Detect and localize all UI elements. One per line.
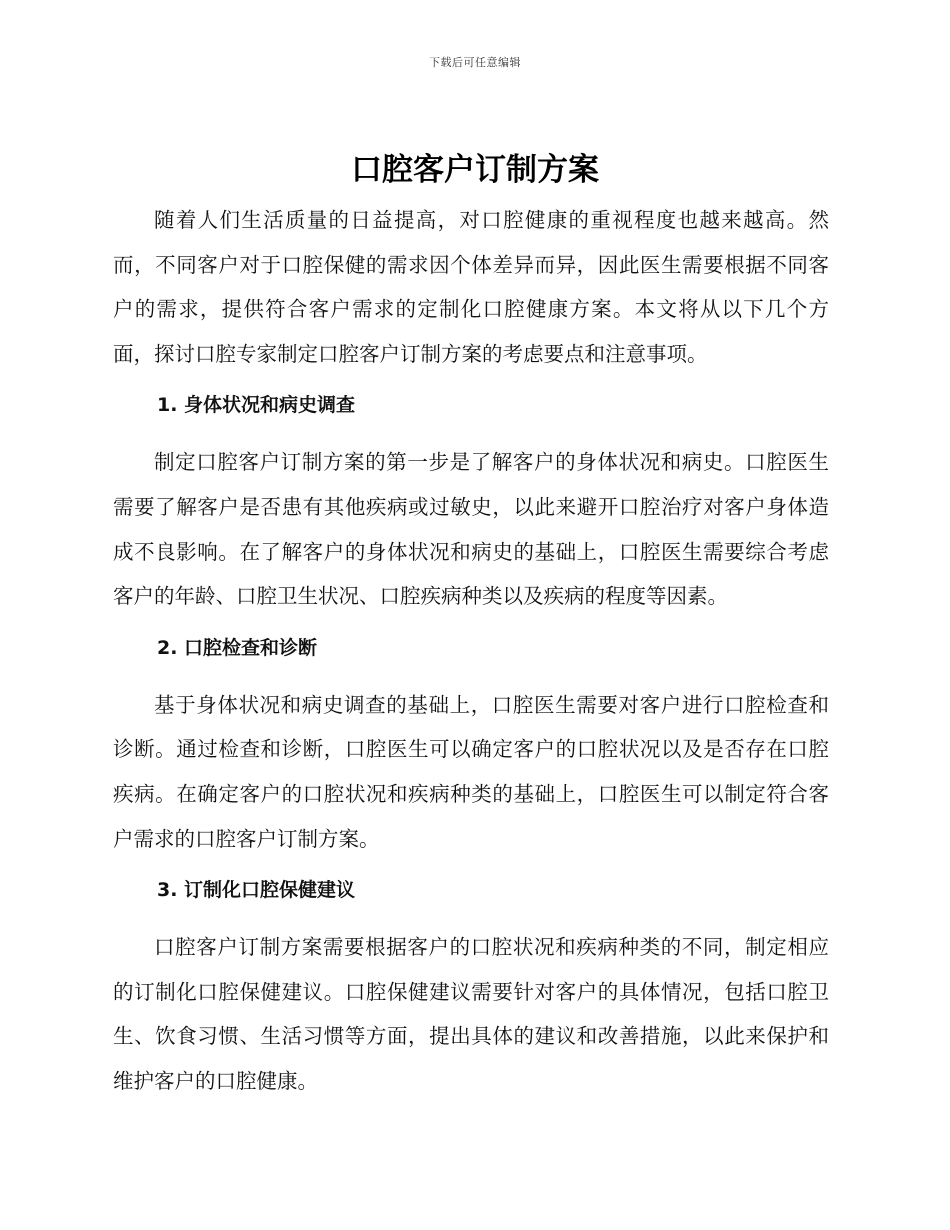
- header-note: 下载后可任意编辑: [429, 56, 521, 69]
- section-heading-1: 1. 身体状况和病史调查: [157, 394, 356, 417]
- section-paragraph-3: 口腔客户订制方案需要根据客户的口腔状况和疾病种类的不同，制定相应的订制化口腔保健建议。口腔保健建议需要针对客户的具体情况，包括口腔卫生、饮食习惯、生活习惯等方面，提出具体的建议和改善措施，以此来保护和维护客户的口腔健康。: [113, 935, 829, 1093]
- page-title: 口腔客户订制方案: [351, 152, 599, 188]
- section-paragraph-1: 制定口腔客户订制方案的第一步是了解客户的身体状况和病史。口腔医生需要了解客户是否患有其他疾病或过敏史，以此来避开口腔治疗对客户身体造成不良影响。在了解客户的身体状况和病史的基础上，口腔医生需要综合考虑客户的年龄、口腔卫生状况、口腔疾病种类以及疾病的程度等因素。: [113, 450, 829, 609]
- document-body: [113, 198, 829, 1104]
- section-heading-2: 2. 口腔检查和诊断: [157, 636, 318, 659]
- section-heading-3: 3. 订制化口腔保健建议: [157, 879, 356, 902]
- section-paragraph-2: 基于身体状况和病史调查的基础上，口腔医生需要对客户进行口腔检查和诊断。通过检查和诊断，口腔医生可以确定客户的口腔状况以及是否存在口腔疾病。在确定客户的口腔状况和疾病种类的基础上，口腔医生可以制定符合客户需求的口腔客户订制方案。: [113, 692, 829, 851]
- intro-paragraph: 随着人们生活质量的日益提高，对口腔健康的重视程度也越来越高。然而，不同客户对于口腔保健的需求因个体差异而异，因此医生需要根据不同客户的需求，提供符合客户需求的定制化口腔健康方案。本文将从以下几个方面，探讨口腔专家制定口腔客户订制方案的考虑要点和注意事项。: [113, 208, 829, 366]
